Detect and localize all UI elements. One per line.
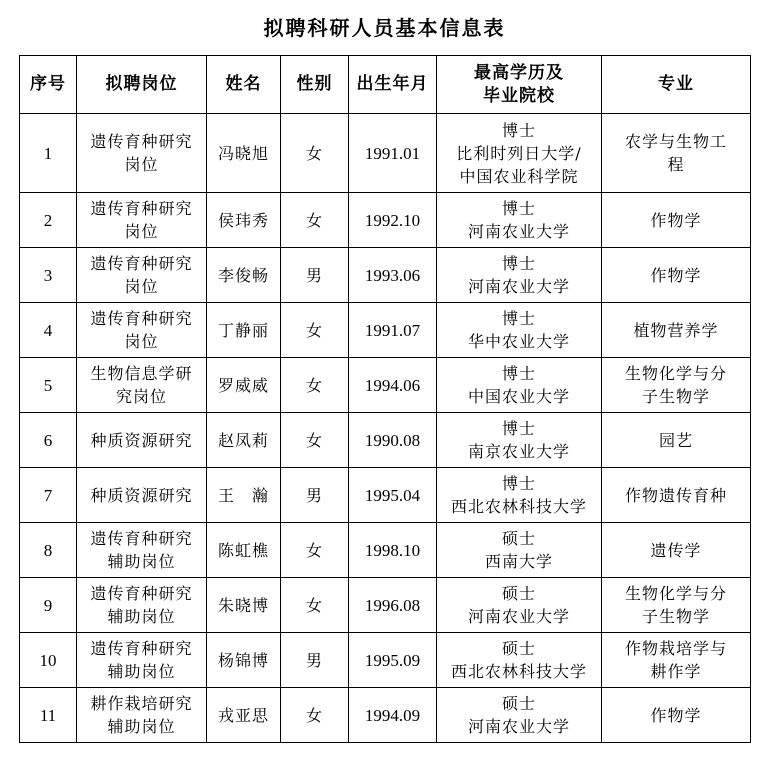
cell-major-line: 作物学 (650, 265, 702, 285)
cell-education-line: 硕士 (501, 639, 536, 658)
cell-education (437, 688, 602, 743)
cell-index: 2 (20, 193, 77, 248)
table-row (20, 193, 751, 248)
cell-position-line: 遗传育种研究 (90, 132, 193, 151)
cell-index: 4 (20, 303, 77, 358)
table-row (20, 114, 751, 193)
cell-gender: 男 (281, 248, 349, 303)
cell-major-line: 园艺 (658, 430, 693, 450)
cell-gender: 男 (281, 633, 349, 688)
cell-position (77, 248, 207, 303)
table-body (20, 114, 751, 743)
cell-index: 6 (20, 413, 77, 468)
cell-major-line: 作物遗传育种 (624, 485, 727, 505)
cell-position (77, 688, 207, 743)
cell-major (602, 633, 751, 688)
cell-major (602, 468, 751, 523)
cell-index: 8 (20, 523, 77, 578)
cell-education-line: 西南大学 (484, 552, 553, 571)
cell-gender: 男 (281, 468, 349, 523)
cell-position-line: 岗位 (124, 332, 159, 351)
cell-major-line: 子生物学 (641, 387, 710, 406)
cell-major-line: 农学与生物工 (624, 132, 727, 151)
cell-position-line: 遗传育种研究 (90, 639, 193, 658)
cell-education (437, 358, 602, 413)
cell-major (602, 688, 751, 743)
cell-position-line: 辅助岗位 (107, 607, 176, 626)
cell-birth: 1994.06 (349, 358, 437, 413)
table-row (20, 248, 751, 303)
cell-birth: 1992.10 (349, 193, 437, 248)
cell-position-line: 种质资源研究 (90, 430, 193, 450)
header-row (20, 56, 751, 114)
cell-major (602, 193, 751, 248)
cell-name: 李俊畅 (207, 248, 281, 303)
cell-position-line: 辅助岗位 (107, 717, 176, 736)
cell-position-line: 究岗位 (115, 387, 167, 406)
cell-education-line: 中国农业科学院 (459, 166, 579, 186)
cell-education-line: 河南农业大学 (467, 222, 570, 241)
header-education-line2: 毕业院校 (483, 85, 555, 106)
cell-education-line: 硕士 (501, 694, 536, 713)
cell-position-line: 岗位 (124, 277, 159, 296)
cell-birth: 1995.09 (349, 633, 437, 688)
cell-major-line: 作物学 (650, 705, 702, 725)
cell-position (77, 468, 207, 523)
header-name: 姓名 (207, 56, 281, 114)
cell-position-line: 辅助岗位 (107, 662, 176, 681)
cell-education-line: 博士 (501, 199, 536, 218)
table-row (20, 578, 751, 633)
cell-name: 戎亚思 (207, 688, 281, 743)
cell-index: 3 (20, 248, 77, 303)
cell-birth: 1991.01 (349, 114, 437, 193)
table-row (20, 413, 751, 468)
cell-position-line: 辅助岗位 (107, 552, 176, 571)
cell-education (437, 523, 602, 578)
cell-education-line: 博士 (501, 474, 536, 493)
cell-position-line: 遗传育种研究 (90, 529, 193, 548)
cell-position-line: 生物信息学研 (90, 364, 193, 383)
cell-education-line: 河南农业大学 (467, 717, 570, 736)
cell-education (437, 413, 602, 468)
cell-major (602, 523, 751, 578)
cell-education (437, 468, 602, 523)
cell-education-line: 西北农林科技大学 (450, 497, 587, 516)
cell-major-line: 作物学 (650, 210, 702, 230)
cell-gender: 女 (281, 114, 349, 193)
cell-major (602, 578, 751, 633)
cell-index: 11 (20, 688, 77, 743)
cell-birth: 1995.04 (349, 468, 437, 523)
table-row (20, 358, 751, 413)
cell-name: 王 瀚 (207, 468, 281, 523)
cell-major (602, 114, 751, 193)
staff-info-table (19, 55, 751, 743)
cell-position (77, 523, 207, 578)
cell-position-line: 耕作栽培研究 (90, 694, 193, 713)
cell-education-line: 西北农林科技大学 (450, 662, 587, 681)
cell-birth: 1991.07 (349, 303, 437, 358)
cell-education-line: 博士 (501, 309, 536, 328)
table-row (20, 633, 751, 688)
cell-position-line: 遗传育种研究 (90, 254, 193, 273)
table-row (20, 303, 751, 358)
cell-position (77, 578, 207, 633)
cell-name: 赵凤莉 (207, 413, 281, 468)
cell-name: 丁静丽 (207, 303, 281, 358)
cell-gender: 女 (281, 688, 349, 743)
cell-education-line: 硕士 (501, 529, 536, 548)
header-position: 拟聘岗位 (77, 56, 207, 114)
cell-education (437, 248, 602, 303)
cell-birth: 1994.09 (349, 688, 437, 743)
cell-education-line: 河南农业大学 (467, 277, 570, 296)
header-birth: 出生年月 (349, 56, 437, 114)
cell-major-line: 程 (667, 155, 685, 174)
cell-name: 杨锦博 (207, 633, 281, 688)
cell-major (602, 413, 751, 468)
cell-education (437, 633, 602, 688)
cell-position-line: 遗传育种研究 (90, 584, 193, 603)
cell-education (437, 578, 602, 633)
cell-position-line: 岗位 (124, 155, 159, 174)
cell-major-line: 生物化学与分 (624, 584, 727, 603)
cell-education-line: 南京农业大学 (467, 442, 570, 461)
cell-index: 7 (20, 468, 77, 523)
page-title: 拟聘科研人员基本信息表 (263, 16, 506, 40)
cell-index: 1 (20, 114, 77, 193)
cell-major-line: 植物营养学 (633, 320, 719, 340)
cell-name: 罗威威 (207, 358, 281, 413)
cell-major (602, 248, 751, 303)
cell-birth: 1993.06 (349, 248, 437, 303)
cell-name: 侯玮秀 (207, 193, 281, 248)
cell-major-line: 子生物学 (641, 607, 710, 626)
cell-name: 朱晓博 (207, 578, 281, 633)
header-education (437, 56, 602, 114)
cell-index: 9 (20, 578, 77, 633)
table-header (20, 56, 751, 114)
cell-education-line: 博士 (501, 120, 536, 140)
cell-gender: 女 (281, 578, 349, 633)
cell-education-line: 华中农业大学 (467, 332, 570, 351)
cell-index: 5 (20, 358, 77, 413)
cell-gender: 女 (281, 303, 349, 358)
cell-name: 冯晓旭 (207, 114, 281, 193)
cell-education-line: 博士 (501, 419, 536, 438)
cell-education-line: 硕士 (501, 584, 536, 603)
cell-position (77, 358, 207, 413)
cell-major (602, 303, 751, 358)
cell-education-line: 博士 (501, 254, 536, 273)
cell-gender: 女 (281, 523, 349, 578)
cell-major (602, 358, 751, 413)
cell-position-line: 岗位 (124, 222, 159, 241)
cell-education (437, 303, 602, 358)
cell-major-line: 遗传学 (650, 540, 702, 560)
cell-education-line: 比利时列日大学/ (456, 143, 582, 163)
cell-major-line: 生物化学与分 (624, 364, 727, 383)
header-gender: 性别 (281, 56, 349, 114)
cell-position-line: 种质资源研究 (90, 485, 193, 505)
cell-position (77, 193, 207, 248)
cell-major-line: 作物栽培学与 (624, 639, 727, 658)
cell-education-line: 河南农业大学 (467, 607, 570, 626)
cell-education (437, 114, 602, 193)
cell-gender: 女 (281, 413, 349, 468)
cell-name: 陈虹樵 (207, 523, 281, 578)
cell-index: 10 (20, 633, 77, 688)
cell-position-line: 遗传育种研究 (90, 309, 193, 328)
header-index: 序号 (20, 56, 77, 114)
cell-position (77, 114, 207, 193)
cell-major-line: 耕作学 (650, 662, 702, 681)
cell-gender: 女 (281, 193, 349, 248)
cell-position (77, 303, 207, 358)
cell-gender: 女 (281, 358, 349, 413)
cell-education-line: 中国农业大学 (467, 387, 570, 406)
table-row (20, 688, 751, 743)
cell-education-line: 博士 (501, 364, 536, 383)
table-row (20, 468, 751, 523)
cell-position (77, 633, 207, 688)
cell-birth: 1990.08 (349, 413, 437, 468)
cell-birth: 1998.10 (349, 523, 437, 578)
table-row (20, 523, 751, 578)
cell-birth: 1996.08 (349, 578, 437, 633)
header-education-line1: 最高学历及 (474, 62, 564, 83)
cell-position (77, 413, 207, 468)
cell-education (437, 193, 602, 248)
header-major: 专业 (602, 56, 751, 114)
cell-position-line: 遗传育种研究 (90, 199, 193, 218)
